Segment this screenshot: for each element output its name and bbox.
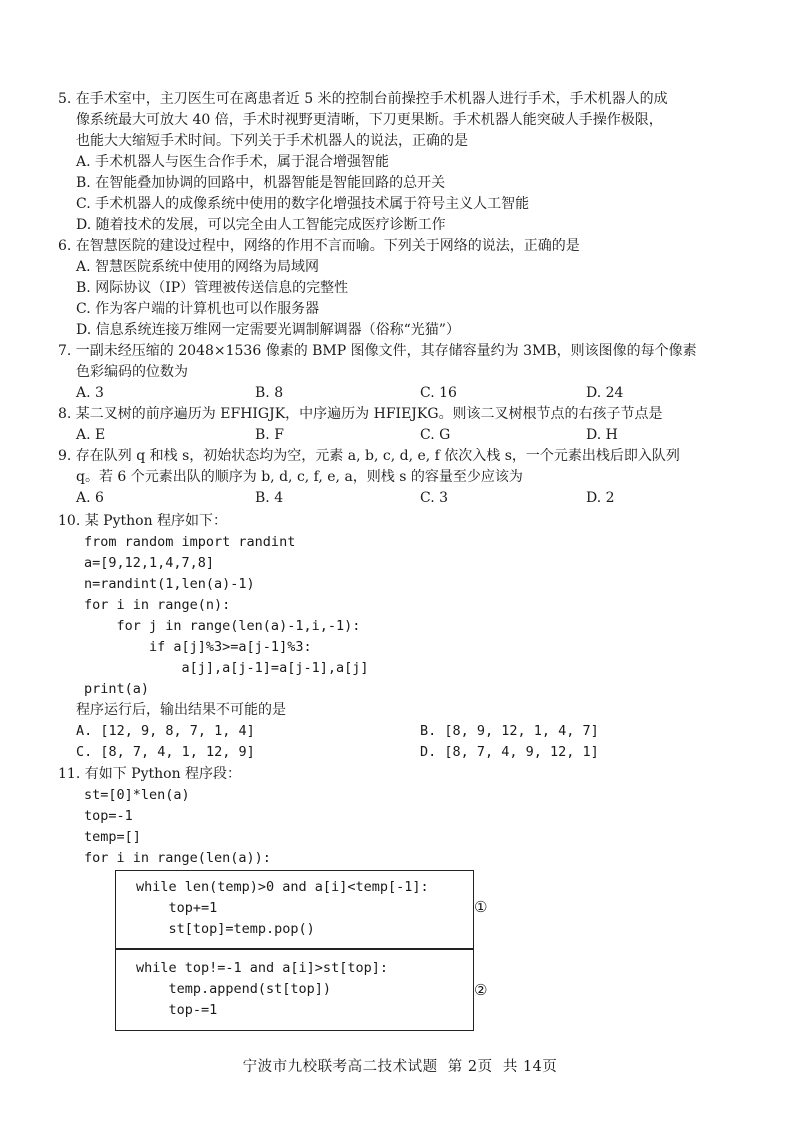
option-a: A. 3 [76, 385, 104, 401]
question-10 [58, 511, 763, 763]
code-box-2 [115, 949, 474, 1031]
question-text: 6. 在智慧医院的建设过程中，网络的作用不言而喻。下列关于网络的说法，正确的是 [58, 238, 580, 254]
question-5 [58, 89, 763, 236]
code-line: a[j],a[j-1]=a[j-1],a[j] [84, 660, 369, 676]
code-line: top=-1 [84, 808, 133, 824]
question-text: 色彩编码的位数为 [76, 364, 188, 380]
code-line: while top!=-1 and a[i]>st[top]: [136, 960, 388, 976]
question-text: 像系统最大可放大 40 倍，手术时视野更清晰，下刀更果断。手术机器人能突破人手操作极限， [76, 112, 663, 128]
code-line: top+=1 [136, 900, 218, 916]
option-b: B. 网际协议（IP）管理被传送信息的完整性 [76, 280, 349, 296]
option-b: B. 在智能叠加协调的回路中，机器智能是智能回路的总开关 [76, 175, 446, 191]
code-line: for i in range(len(a)): [84, 850, 271, 866]
code-line: st[top]=temp.pop() [136, 921, 315, 937]
question-text: 5. 在手术室中，主刀医生可在离患者近 5 米的控制台前操控手术机器人进行手术，手术机器人的成 [58, 91, 668, 107]
code-box-1 [115, 870, 474, 949]
code-line: top-=1 [136, 1002, 218, 1018]
question-9 [58, 446, 763, 509]
option-c: C. 手术机器人的成像系统中使用的数字化增强技术属于符号主义人工智能 [76, 196, 530, 212]
code-block [58, 532, 763, 700]
option-a: A. E [76, 427, 106, 443]
option-row [58, 721, 763, 742]
option-d: D. 2 [586, 490, 615, 506]
question-title: 11. 有如下 Python 程序段： [58, 766, 242, 782]
code-line: n=randint(1,len(a)-1) [84, 576, 255, 592]
option-row [58, 742, 763, 763]
circled-number-2: ② [474, 981, 488, 999]
option-b: B. 4 [255, 490, 284, 506]
option-b: B. 8 [255, 385, 284, 401]
code-line: a=[9,12,1,4,7,8] [84, 555, 215, 571]
question-text: 8. 某二叉树的前序遍历为 EFHIGJK，中序遍历为 HFIEJKG。则该二叉树根节点的右孩子节点是 [58, 406, 663, 422]
code-line: temp.append(st[top]) [136, 981, 332, 997]
option-d: D. 信息系统连接万维网一定需要光调制解调器（俗称“光猫”） [76, 322, 460, 338]
option-c: C. [8, 7, 4, 1, 12, 9] [76, 744, 255, 760]
option-c: C. G [420, 427, 451, 443]
circled-number-1: ① [474, 898, 488, 916]
question-8 [58, 404, 763, 446]
code-line: temp=[] [84, 829, 141, 845]
option-b: B. F [255, 427, 284, 443]
page-footer: 宁波市九校联考高二技术试题 第 2页 共 14页 [242, 1059, 558, 1075]
option-d: D. [8, 7, 4, 9, 12, 1] [420, 744, 599, 760]
question-text: 9. 存在队列 q 和栈 s，初始状态均为空，元素 a, b, c, d, e, f 依次入栈 s，一个元素出栈后即入队列 [58, 448, 680, 464]
code-line: for i in range(n): [84, 597, 231, 613]
option-c: C. 作为客户端的计算机也可以作服务器 [76, 301, 320, 317]
option-b: B. [8, 9, 12, 1, 4, 7] [420, 723, 599, 739]
option-a: A. 智慧医院系统中使用的网络为局域网 [76, 259, 320, 275]
option-row [58, 488, 763, 509]
code-line: print(a) [84, 681, 150, 697]
option-a: A. [12, 9, 8, 7, 1, 4] [76, 723, 255, 739]
code-line: st=[0]*len(a) [84, 787, 190, 803]
question-6 [58, 236, 763, 341]
code-line: while len(temp)>0 and a[i]<temp[-1]: [136, 879, 429, 895]
question-text: 7. 一副未经压缩的 2048×1536 像素的 BMP 图像文件，其存储容量约为 3MB，则该图像的每个像素 [58, 343, 697, 359]
question-11 [58, 764, 763, 869]
option-c: C. 16 [420, 385, 457, 401]
question-7 [58, 341, 763, 404]
code-line: for j in range(len(a)-1,i,-1): [84, 618, 361, 634]
option-d: D. 随着技术的发展，可以完全由人工智能完成医疗诊断工作 [76, 217, 446, 233]
option-row [58, 383, 763, 404]
question-prompt: 程序运行后，输出结果不可能的是 [76, 702, 286, 718]
option-c: C. 3 [420, 490, 449, 506]
option-a: A. 6 [76, 490, 104, 506]
option-d: D. H [586, 427, 618, 443]
option-row [58, 425, 763, 446]
code-block [58, 785, 763, 869]
option-a: A. 手术机器人与医生合作手术，属于混合增强智能 [76, 154, 390, 170]
code-line: from random import randint [84, 534, 296, 550]
question-text: q。若 6 个元素出队的顺序为 b, d, c, f, e, a，则栈 s 的容量至少应该为 [76, 469, 523, 485]
question-text: 也能大大缩短手术时间。下列关于手术机器人的说法，正确的是 [76, 133, 468, 149]
code-line: if a[j]%3>=a[j-1]%3: [84, 639, 312, 655]
option-d: D. 24 [586, 385, 624, 401]
question-title: 10. 某 Python 程序如下： [58, 513, 228, 529]
